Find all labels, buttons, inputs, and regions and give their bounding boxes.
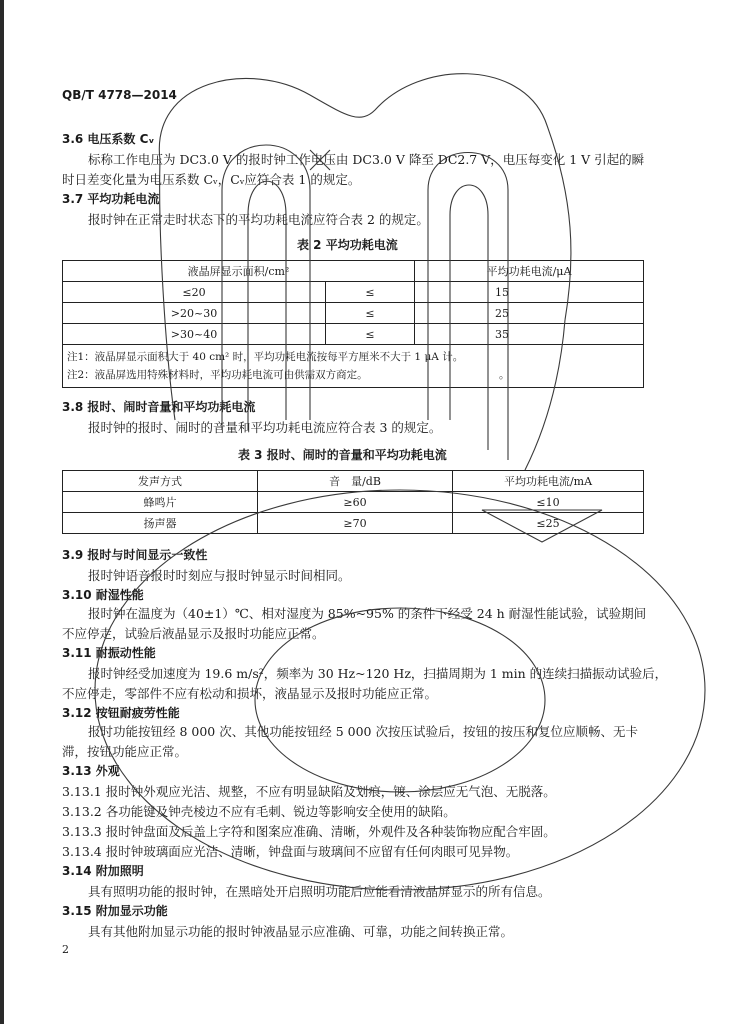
- table-cell: ≤20: [63, 282, 326, 303]
- table-cell: ≤: [326, 324, 415, 345]
- table-cell: 扬声器: [63, 513, 258, 534]
- table-header-cell: 平均功耗电流/mA: [453, 471, 644, 492]
- table-row: [63, 303, 644, 324]
- table-2: [62, 260, 644, 388]
- table-header-row: [63, 471, 644, 492]
- table-note: 注2：液晶屏选用特殊材料时，平均功耗电流可由供需双方商定。 。: [67, 369, 510, 381]
- section-heading-3-10: 3.10 耐湿性能: [62, 588, 144, 602]
- table-note-row: [63, 345, 644, 388]
- table-cell: >30~40: [63, 324, 326, 345]
- binding-edge: [0, 0, 4, 1024]
- paragraph-line: 不应停走，试验后液晶显示及报时功能应正常。: [62, 626, 325, 641]
- table-3-caption: 表 3 报时、闹时的音量和平均功耗电流: [238, 448, 447, 462]
- section-heading-3-13: 3.13 外观: [62, 764, 120, 778]
- table-cell: >20~30: [63, 303, 326, 324]
- table-header-row: [63, 261, 644, 282]
- table-cell: ≥70: [258, 513, 453, 534]
- paragraph-line: 不应停走，零部件不应有松动和损坏，液晶显示及报时功能应正常。: [62, 686, 438, 701]
- document-code: QB/T 4778—2014: [62, 88, 177, 102]
- table-header-cell: 发声方式: [63, 471, 258, 492]
- section-heading-3-11: 3.11 耐振动性能: [62, 646, 156, 660]
- section-heading-3-14: 3.14 附加照明: [62, 864, 144, 878]
- paragraph-line: 报时钟在正常走时状态下的平均功耗电流应符合表 2 的规定。: [88, 212, 429, 227]
- table-cell: ≤10: [453, 492, 644, 513]
- table-cell: 蜂鸣片: [63, 492, 258, 513]
- section-heading-3-15: 3.15 附加显示功能: [62, 904, 168, 918]
- table-cell: 35: [487, 324, 644, 345]
- section-heading-3-12: 3.12 按钮耐疲劳性能: [62, 706, 180, 720]
- paragraph-line: 报时钟经受加速度为 19.6 m/s²，频率为 30 Hz~120 Hz，扫描周期为 1 min 的连续扫描振动试验后，: [88, 666, 668, 681]
- table-row: [63, 282, 644, 303]
- paragraph-line: 报时钟的报时、闹时的音量和平均功耗电流应符合表 3 的规定。: [88, 420, 442, 435]
- list-item: 3.13.3 报时钟盘面及后盖上字符和图案应准确、清晰，外观件及各种装饰物应配合牢固。: [62, 824, 556, 839]
- table-cell: 15: [487, 282, 644, 303]
- paragraph-line: 具有照明功能的报时钟，在黑暗处开启照明功能后应能看清液晶屏显示的所有信息。: [88, 884, 551, 899]
- table-cell: [415, 303, 488, 324]
- section-heading-3-8: 3.8 报时、闹时音量和平均功耗电流: [62, 400, 256, 414]
- paragraph-line: 具有其他附加显示功能的报时钟液晶显示应准确、可靠，功能之间转换正常。: [88, 924, 514, 939]
- table-header-cell: 液晶屏显示面积/cm²: [63, 261, 415, 282]
- table-cell: 25: [487, 303, 644, 324]
- section-heading-3-7: 3.7 平均功耗电流: [62, 192, 160, 206]
- table-3: [62, 470, 644, 534]
- table-cell: ≤: [326, 303, 415, 324]
- table-header-cell: 音 量/dB: [258, 471, 453, 492]
- table-2-caption: 表 2 平均功耗电流: [297, 238, 398, 252]
- table-row: [63, 492, 644, 513]
- table-row: [63, 513, 644, 534]
- table-cell: ≤25: [453, 513, 644, 534]
- section-heading-3-9: 3.9 报时与时间显示一致性: [62, 548, 208, 562]
- paragraph-line: 标称工作电压为 DC3.0 V 的报时钟工作电压由 DC3.0 V 降至 DC2.7 V，电压每变化 1 V 引起的瞬: [88, 152, 645, 167]
- table-cell: [415, 282, 488, 303]
- paragraph-line: 滞，按钮功能应正常。: [62, 744, 188, 759]
- section-heading-3-6: 3.6 电压系数 Cᵥ: [62, 132, 155, 146]
- paragraph-line: 时日差变化量为电压系数 Cᵥ，Cᵥ应符合表 1 的规定。: [62, 172, 361, 187]
- paragraph-line: 报时钟在温度为（40±1）℃、相对湿度为 85%~95% 的条件下经受 24 h 耐湿性能试验，试验期间: [88, 606, 647, 621]
- page-number: 2: [62, 943, 69, 956]
- table-cell: ≥60: [258, 492, 453, 513]
- paragraph-line: 报时钟语音报时时刻应与报时钟显示时间相同。: [88, 568, 351, 583]
- note-mark: 。: [499, 369, 510, 381]
- table-header-cell: 平均功耗电流/μA: [415, 261, 644, 282]
- list-item: 3.13.1 报时钟外观应光洁、规整，不应有明显缺陷及划痕，镀、涂层应无气泡、无脱落。: [62, 784, 556, 799]
- list-item: 3.13.4 报时钟玻璃面应光洁、清晰，钟盘面与玻璃间不应留有任何肉眼可见异物。: [62, 844, 519, 859]
- list-item: 3.13.2 各功能键及钟壳棱边不应有毛刺、锐边等影响安全使用的缺陷。: [62, 804, 456, 819]
- table-cell: ≤: [326, 282, 415, 303]
- table-note: 注1：液晶屏显示面积大于 40 cm² 时，平均功耗电流按每平方厘米不大于 1 μA 计。: [67, 351, 464, 363]
- table-cell: [415, 324, 488, 345]
- paragraph-line: 报时功能按钮经 8 000 次、其他功能按钮经 5 000 次按压试验后，按钮的按压和复位应顺畅、无卡: [88, 724, 638, 739]
- table-row: [63, 324, 644, 345]
